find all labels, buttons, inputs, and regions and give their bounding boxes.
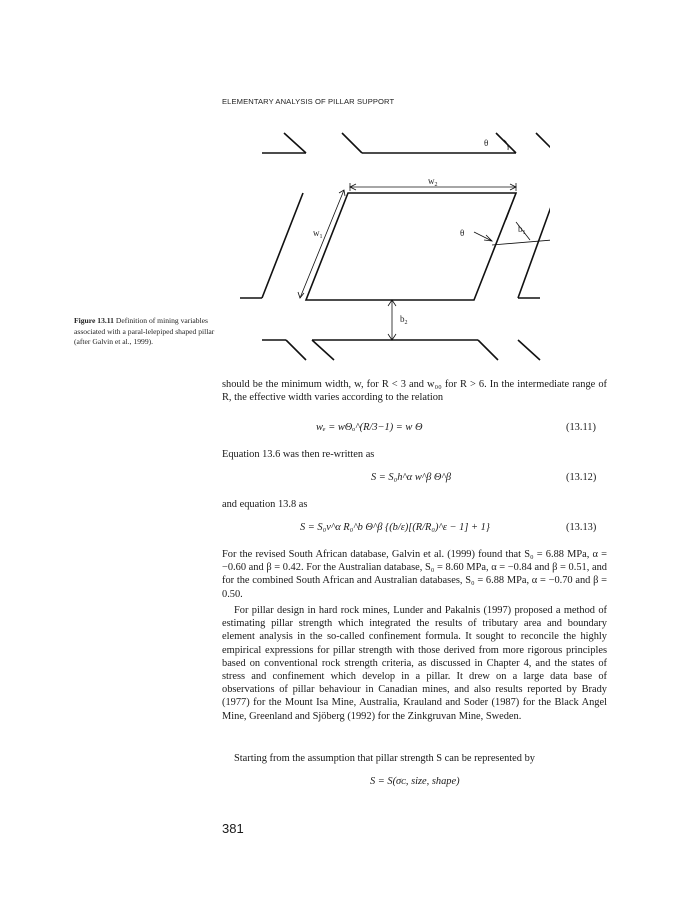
page-number: 381 [222, 821, 244, 836]
w1-label: $w_1$ [313, 228, 323, 240]
paragraph-5: For pillar design in hard rock mines, Lunder and Pakalnis (1997) proposed a method of estimating pillar strength which integrated the results of tributary area and boundary element analysis in the so-called confinement formula. It sought to reconcile the highly empirical expressions for pillar strength with those derived from more rigorous principles based on conventional rock strength criteria, as discussed in Chapter 4, and the states of stress and confinement which develop in a pillar. It drew on a large data base of observations of pillar behaviour in Canadian mines, and also results reported by Brady (1977) for the Mount Isa Mine, Australia, Krauland and Soder (1987) for the Black Angel Mine, Greenland and Sjöberg (1992) for the Zinkgruvan Mine, Sweden. [222, 605, 607, 722]
equation-13-12: S = S₀h^α w^β Θ^β [371, 472, 451, 483]
b1-label: $b_1$ [518, 224, 526, 236]
top-left-edge [284, 133, 306, 153]
paragraph-3: and equation 13.8 as [222, 499, 308, 510]
b2-label: $b_2$ [400, 314, 408, 326]
paragraph-2: Equation 13.6 was then re-written as [222, 449, 375, 460]
theta-top-label: θ [484, 138, 489, 148]
pillar-diagram [240, 120, 550, 370]
theta-mid-label: θ [460, 228, 465, 238]
equation-13-12-number: (13.12) [566, 472, 597, 483]
equation-13-13: S = S₀v^α R₀^b Θ^β {(b/ε)[(R/R₀)^ε − 1] + 1} [300, 522, 490, 533]
figure-caption [74, 316, 216, 348]
pillar-outline [306, 193, 516, 300]
figure-caption-label: Figure 13.11 [74, 316, 114, 325]
figure-caption-text: Definition of mining variables associated with a paral-lelepiped shaped pillar (after Galvin et al., 1999). [74, 316, 215, 346]
paragraph-4: For the revised South African database, Galvin et al. (1999) found that S₀ = 6.88 MPa, α = −0.60 and β = 0.42. For the Australian database, S₀ = 8.60 MPa, α = −0.84 and β = 0.51, and for the combined South African and Australian databases, S₀ = 6.88 MPa, α = −0.70 and β = 0.50. [222, 549, 607, 600]
w2-label: $w_2$ [428, 176, 438, 188]
equation-13-11-number: (13.11) [566, 422, 596, 433]
equation-13-11: wₑ = wΘₒ^(R/3−1) = w Θ [316, 422, 423, 433]
paragraph-6: Starting from the assumption that pillar strength S can be represented by [234, 753, 535, 764]
equation-strength-function: S = S(σᴄ, size, shape) [370, 776, 460, 787]
paragraph-1: should be the minimum width, w, for R < 3 and w₀₀ for R > 6. In the intermediate range of R, the effective width varies according to the relation [222, 379, 607, 404]
equation-13-13-number: (13.13) [566, 522, 597, 533]
running-header: ELEMENTARY ANALYSIS OF PILLAR SUPPORT [222, 97, 395, 106]
